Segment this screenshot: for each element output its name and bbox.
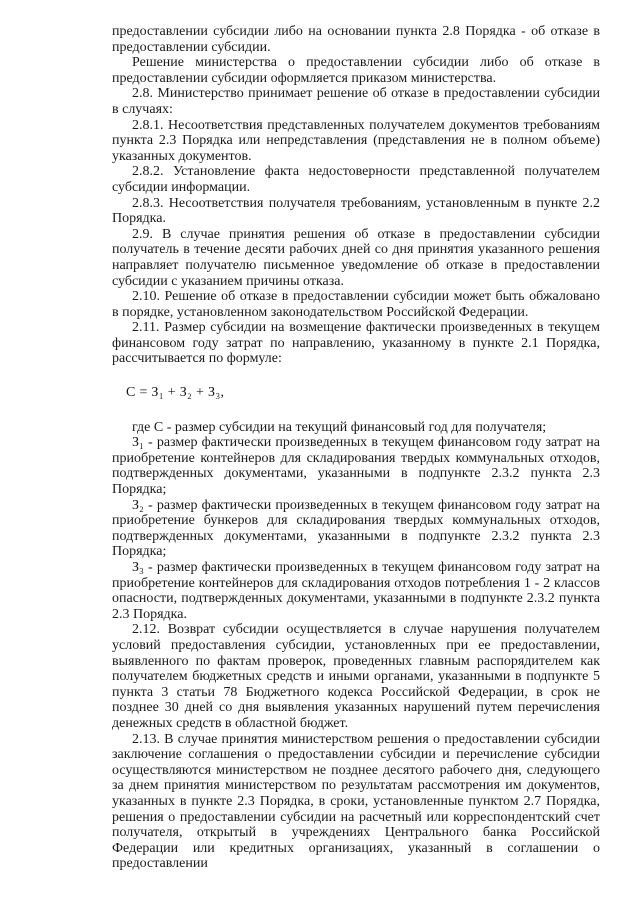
clause-2-8: 2.8. Министерство принимает решение об отказе в предоставлении субсидии в случаях: xyxy=(112,86,600,117)
clause-2-8-1: 2.8.1. Несоответствия представленных получателем документов требованиям пункта 2.3 Порядка или непредставления (представления не в полном объеме) указанных документов. xyxy=(112,117,600,164)
clause-2-11: 2.11. Размер субсидии на возмещение фактически произведенных в текущем финансовом году затрат по направлению, указанному в пункте 2.1 Порядка, рассчитывается по формуле: xyxy=(112,320,600,367)
formula-definition-z1: З₁ - размер фактически произведенных в текущем финансовом году затрат на приобретение контейнеров для складирования твердых коммунальных отходов, подтвержденных документами, указанными в подпункте 2.3.2 пункта 2.3 Порядка; xyxy=(112,435,600,498)
clause-2-12: 2.12. Возврат субсидии осуществляется в случае нарушения получателем условий предоставления субсидии, установленных при ее предоставлении, выявленного по фактам проверок, проведенных главным распорядителем как получателем бюджетных средств и иными органами, указанными в подпункте 5 пункта 3 статьи 78 Бюджетного кодекса Российской Федерации, в срок не позднее 30 дней со дня выявления указанных нарушений путем перечисления денежных средств в областной бюджет. xyxy=(112,622,600,731)
subsidy-formula: С = З₁ + З₂ + З₃, xyxy=(126,385,225,401)
clause-2-10: 2.10. Решение об отказе в предоставлении субсидии может быть обжаловано в порядке, установленном законодательством Российской Федерации. xyxy=(112,289,600,320)
paragraph-continuation: предоставлении субсидии либо на основании пункта 2.8 Порядка - об отказе в предоставлении субсидии. xyxy=(112,24,600,55)
clause-2-8-3: 2.8.3. Несоответствия получателя требованиям, установленным в пункте 2.2 Порядка. xyxy=(112,195,600,227)
paragraph-decision-order: Решение министерства о предоставлении субсидии либо об отказе в предоставлении субсидии оформляется приказом министерства. xyxy=(112,55,600,86)
clause-2-9: 2.9. В случае принятия решения об отказе в предоставлении субсидии получатель в течение десяти рабочих дней со дня принятия указанного решения направляет получателю письменное уведомление об отказе в предоставлении субсидии с указанием причины отказа. xyxy=(112,226,600,289)
document-body xyxy=(112,24,600,872)
clause-2-13: 2.13. В случае принятия министерством решения о предоставлении субсидии заключение соглашения о предоставлении субсидии и перечисление субсидии осуществляются министерством не позднее десятого рабочего дня, следующего за днем принятия министерством по результатам рассмотрения им документов, указанных в пункте 2.3 Порядка, в сроки, установленные пунктом 2.7 Порядка, решения о предоставлении субсидии на расчетный или корреспондентский счет получателя, открытый в учреждениях Центрального банка Российской Федерации или кредитных организациях, указанный в соглашении о предоставлении xyxy=(112,731,600,872)
formula-definition-c: где С - размер субсидии на текущий финансовый год для получателя; xyxy=(132,419,547,435)
formula-definition-z2: З₂ - размер фактически произведенных в текущем финансовом году затрат на приобретение бункеров для складирования твердых коммунальных отходов, подтвержденных документами, указанными в подпункте 2.3.2 пункта 2.3 Порядка; xyxy=(112,497,600,560)
clause-2-8-2: 2.8.2. Установление факта недостоверности представленной получателем субсидии информации. xyxy=(112,164,600,195)
formula-definition-z3: З₃ - размер фактически произведенных в текущем финансовом году затрат на приобретение контейнеров для складирования отходов потребления 1 - 2 классов опасности, подтвержденных документами, указанными в подпункте 2.3.2 пункта 2.3 Порядка. xyxy=(112,560,600,622)
